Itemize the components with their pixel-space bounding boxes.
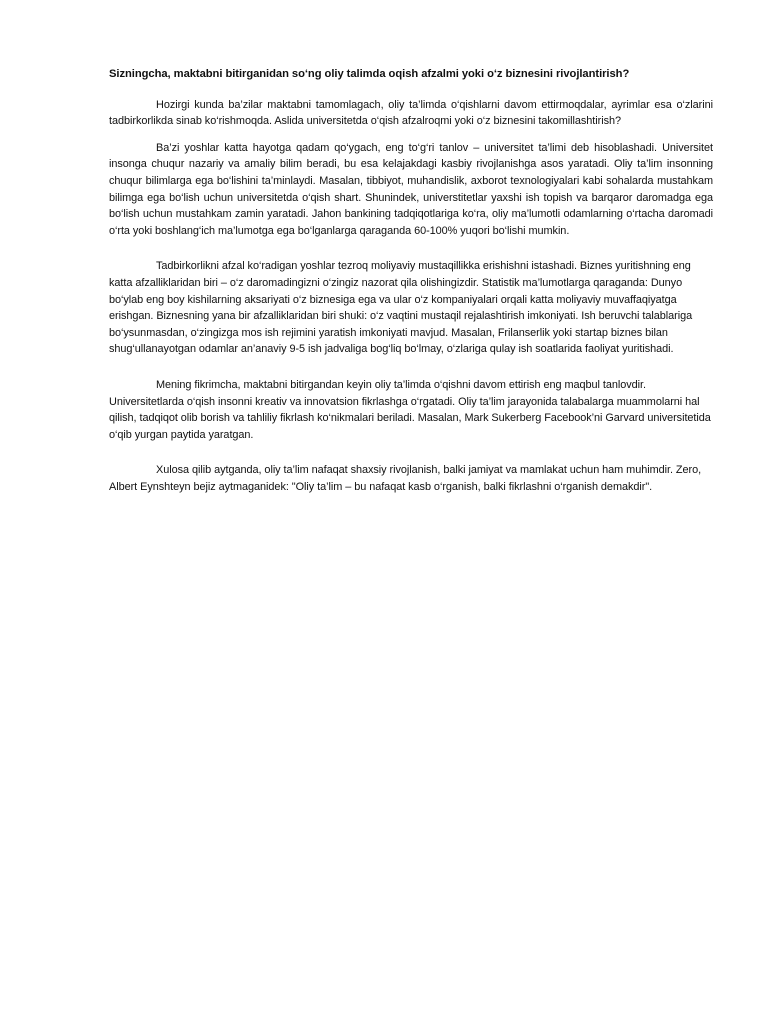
paragraph-conclusion: Xulosa qilib aytganda, oliy ta’lim nafaqat shaxsiy rivojlanish, balki jamiyat va mamlakat uchun ham muhimdir. Zero, Albert Eynshteyn bejiz aytmaganidek: "Oliy ta’lim – bu nafaqat kasb o‘rganish, balki fikrlashni o‘rganish demakdir". <box>109 464 702 493</box>
document-title: Sizningcha, maktabni bitirganidan so‘ng oliy talimda oqish afzalmi yoki o‘z biznesini rivojlantirish? <box>109 68 630 80</box>
paragraph-opinion: Mening fikrimcha, maktabni bitirgandan keyin oliy ta’limda o‘qishni davom ettirish eng maqbul tanlovdir. Universitetlarda o‘qish insonni kreativ va innovatsion fikrlashga o‘rgatadi. Oliy ta’lim jarayonida talabalarga muammolarni hal qilish, tadqiqot olib borish va tahliliy fikrlash ko‘nikmalari beriladi. Masalan, Mark Sukerberg Facebook’ni Garvard universitetida o‘qib yurgan paytida yaratgan. <box>109 378 711 441</box>
paragraph-university: Ba’zi yoshlar katta hayotga qadam qo‘ygach, eng to‘g‘ri tanlov – universitet ta’limi deb hisoblashadi. Universitet insonga chuqur nazariy va amaliy bilim beradi, bu esa kelajakdagi kasbiy rivojlanishga asos yaratadi. Oliy ta’lim insonning chuqur bilimlarga ega bo‘lishini ta’minlaydi. Masalan, tibbiyot, muhandislik, axborot texnologiyalari kabi sohalarda mustahkam bilimga ega bo‘lish uchun universitetda o‘qish shart. Shunindek, universtitetlar yaxshi ish topish va barqaror daromadga ega bo‘lish uchun mustahkam zamin yaratadi. Jahon bankining tadqiqotlariga ko‘ra, oliy ma’lumotli odamlarning o‘rtacha daromadi o‘rta yoki boshlang‘ich ma’lumotga ega bo‘lganlarga qaraganda 60-100% yuqori bo‘lishi mumkin. <box>109 141 713 237</box>
paragraph-business: Tadbirkorlikni afzal ko‘radigan yoshlar tezroq moliyaviy mustaqillikka erishishni istashadi. Biznes yuritishning eng katta afzalliklaridan biri – o‘z daromadingizni o‘zingiz nazorat qila olishingizdir. Statistik ma’lumotlarga qaraganda: Dunyo bo‘ylab eng boy kishilarning aksariyati o‘z biznesiga ega va ular o‘z kompaniyalari orqali katta moliyaviy muvaffaqiyatga erishgan. Biznesning yana bir afzalliklaridan biri shuki: o‘z vaqtini mustaqil rejalashtirish imkoniyati. Ish beruvchi talablariga bo‘ysunmasdan, o‘zingizga mos ish rejimini yaratish imkoniyati mavjud. Masalan, Frilanserlik yoki startap biznes bilan shug‘ullanayotgan odamlar an’anaviy 9-5 ish jadvaliga bog‘liq bo‘lmay, o‘zlariga qulay ish soatlarida faoliyat yuritishadi. <box>109 260 693 356</box>
document-body <box>109 66 713 495</box>
paragraph-intro: Hozirgi kunda ba’zilar maktabni tamomlagach, oliy ta’limda o‘qishlarni davom ettirmoqdalar, ayrimlar esa o‘zlarini tadbirkorlikda sinab ko‘rishmoqda. Aslida universitetda o‘qish afzalroqmi yoki o‘z biznesini takomillashtirish? <box>109 98 713 128</box>
